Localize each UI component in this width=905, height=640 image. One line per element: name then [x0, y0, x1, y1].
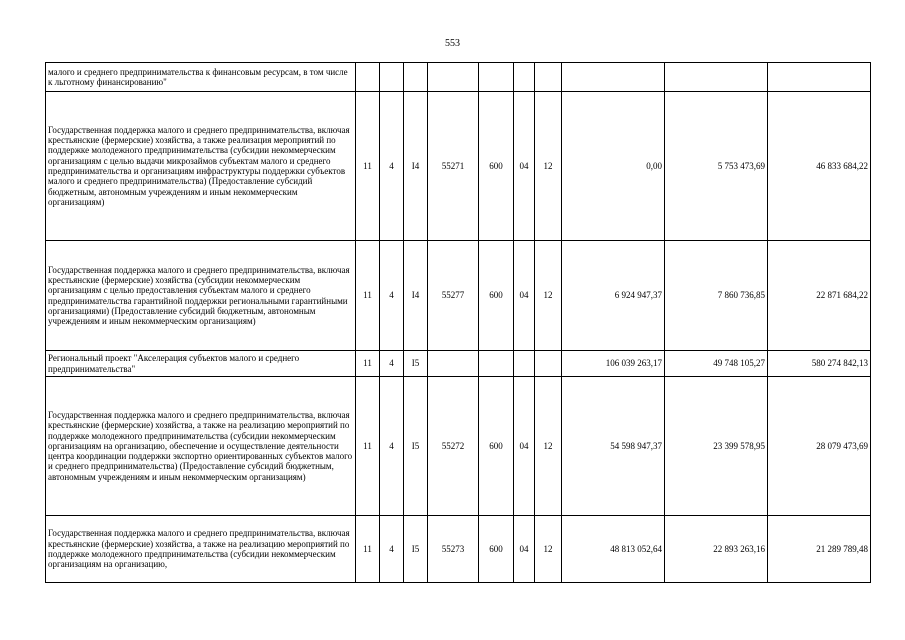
- code-direction: 55273: [428, 516, 479, 583]
- code-subsection: 12: [535, 92, 562, 241]
- page-number: 553: [445, 38, 460, 49]
- code-project: I5: [404, 377, 428, 516]
- code-direction: 55277: [428, 241, 479, 351]
- amount-year-3: 21 289 789,48: [768, 516, 871, 583]
- code-program: 11: [356, 377, 380, 516]
- amount-year-1: 48 813 052,64: [562, 516, 665, 583]
- row-description: малого и среднего предпринимательства к финансовым ресурсам, в том числе к льготному финансированию": [46, 63, 356, 92]
- code-direction: [428, 351, 479, 377]
- code-direction: [428, 63, 479, 92]
- amount-year-3: 22 871 684,22: [768, 241, 871, 351]
- code-subsection: 12: [535, 516, 562, 583]
- row-description: Государственная поддержка малого и среднего предпринимательства, включая крестьянские (фермерские) хозяйства, а также на реализацию мероприятий по поддержке молодежного предпринимательства (субсидии некоммерческим организациям на организацию,: [46, 516, 356, 583]
- code-expense-type: 600: [479, 516, 514, 583]
- amount-year-2: 5 753 473,69: [665, 92, 768, 241]
- budget-table: [45, 62, 871, 583]
- amount-year-2: [665, 63, 768, 92]
- table-row: [46, 92, 871, 241]
- code-subprogram: 4: [380, 241, 404, 351]
- amount-year-3: [768, 63, 871, 92]
- code-subprogram: 4: [380, 92, 404, 241]
- code-subsection: 12: [535, 377, 562, 516]
- code-project: I4: [404, 92, 428, 241]
- amount-year-1: 106 039 263,17: [562, 351, 665, 377]
- code-section: 04: [514, 516, 535, 583]
- code-direction: 55272: [428, 377, 479, 516]
- table-body: [46, 63, 871, 583]
- code-section: [514, 63, 535, 92]
- table-row: [46, 241, 871, 351]
- code-expense-type: [479, 63, 514, 92]
- code-section: 04: [514, 92, 535, 241]
- code-subsection: [535, 351, 562, 377]
- code-subprogram: 4: [380, 351, 404, 377]
- code-subsection: 12: [535, 241, 562, 351]
- amount-year-1: [562, 63, 665, 92]
- code-project: I5: [404, 351, 428, 377]
- amount-year-3: 28 079 473,69: [768, 377, 871, 516]
- code-project: [404, 63, 428, 92]
- table-row: [46, 516, 871, 583]
- row-description: Государственная поддержка малого и среднего предпринимательства, включая крестьянские (фермерские) хозяйства, а также на реализацию мероприятий по поддержке молодежного предпринимательства (субсидии некоммерческим организациям на организацию, обеспечение и осуществление деятельности центра координации поддержки экспортно ориентированных субъектов малого и среднего предпринимательства) (Предоставление субсидий бюджетным, автономным учреждениям и иным некоммерческим организациям): [46, 377, 356, 516]
- code-program: [356, 63, 380, 92]
- table-row: [46, 377, 871, 516]
- table-row: [46, 351, 871, 377]
- code-subprogram: 4: [380, 377, 404, 516]
- row-description: Государственная поддержка малого и среднего предпринимательства, включая крестьянские (фермерские) хозяйства, а также реализация мероприятий по поддержке молодежного предпринимательства (субсидии некоммерческим организациям с целью выдачи микрозаймов субъектам малого и среднего предпринимательства и организациям инфраструктуры поддержки субъектов малого и среднего предпринимательства) (Предоставление субсидий бюджетным, автономным учреждениям и иным некоммерческим организациям): [46, 92, 356, 241]
- code-section: 04: [514, 377, 535, 516]
- amount-year-2: 7 860 736,85: [665, 241, 768, 351]
- code-program: 11: [356, 92, 380, 241]
- amount-year-3: 580 274 842,13: [768, 351, 871, 377]
- row-description: Региональный проект "Акселерация субъектов малого и среднего предпринимательства": [46, 351, 356, 377]
- code-program: 11: [356, 351, 380, 377]
- amount-year-3: 46 833 684,22: [768, 92, 871, 241]
- code-expense-type: [479, 351, 514, 377]
- code-project: I5: [404, 516, 428, 583]
- table-row: [46, 63, 871, 92]
- amount-year-2: 49 748 105,27: [665, 351, 768, 377]
- row-description: Государственная поддержка малого и среднего предпринимательства, включая крестьянские (фермерские) хозяйства (субсидии некоммерческим организациям с целью предоставления субъектам малого и среднего предпринимательства гарантийной поддержки региональными гарантийными организациями) (Предоставление субсидий бюджетным, автономным учреждениям и иным некоммерческим организациям): [46, 241, 356, 351]
- code-subprogram: [380, 63, 404, 92]
- code-direction: 55271: [428, 92, 479, 241]
- code-section: [514, 351, 535, 377]
- amount-year-2: 23 399 578,95: [665, 377, 768, 516]
- amount-year-2: 22 893 263,16: [665, 516, 768, 583]
- code-project: I4: [404, 241, 428, 351]
- code-expense-type: 600: [479, 241, 514, 351]
- code-section: 04: [514, 241, 535, 351]
- code-program: 11: [356, 516, 380, 583]
- amount-year-1: 54 598 947,37: [562, 377, 665, 516]
- code-expense-type: 600: [479, 377, 514, 516]
- code-subprogram: 4: [380, 516, 404, 583]
- code-subsection: [535, 63, 562, 92]
- code-expense-type: 600: [479, 92, 514, 241]
- amount-year-1: 6 924 947,37: [562, 241, 665, 351]
- code-program: 11: [356, 241, 380, 351]
- amount-year-1: 0,00: [562, 92, 665, 241]
